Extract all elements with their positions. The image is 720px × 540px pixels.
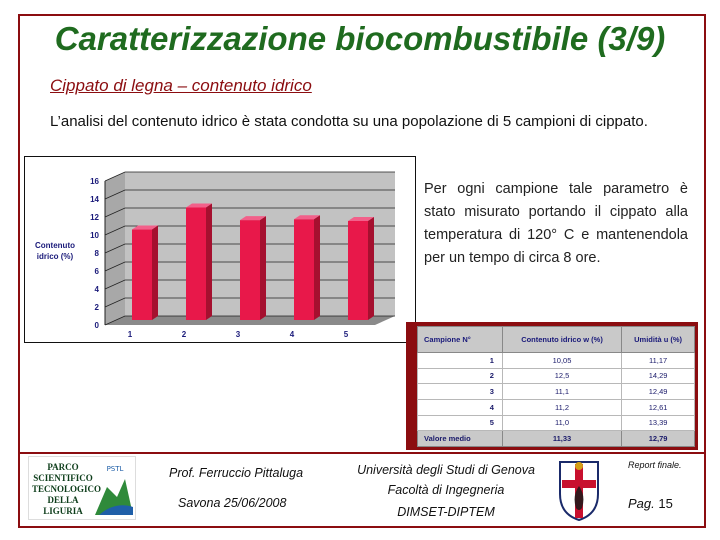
cell-humidity: 12,61: [622, 399, 695, 415]
bar-side: [152, 226, 158, 320]
cell-sample: 4: [418, 399, 503, 415]
cell-humidity: 14,29: [622, 368, 695, 384]
y-axis-title-line2: idrico (%): [36, 252, 74, 261]
results-table-frame: [406, 322, 698, 450]
moisture-chart: [24, 156, 416, 343]
faculty-name: Facoltà di Ingegneria: [387, 483, 505, 497]
header-moisture-content: Contenuto idrico w (%): [502, 327, 621, 353]
logo-text: PARCO SCIENTIFICO TECNOLOGICO DELLA LIGURIA: [32, 462, 102, 516]
results-table: [417, 326, 695, 447]
page-label: Pag.: [628, 496, 655, 511]
cell-sample: 5: [418, 415, 503, 431]
y-tick-label: 2: [94, 303, 99, 312]
cell-humidity: 11,17: [622, 353, 695, 369]
cell-moisture-content: 10,05: [502, 353, 621, 369]
bar: [186, 208, 206, 321]
bar-side: [314, 215, 320, 320]
place-date: Savona 25/06/2008: [178, 496, 287, 510]
cell-moisture-content: 11,0: [502, 415, 621, 431]
y-tick-label: 0: [94, 321, 99, 330]
page-number: [628, 496, 673, 511]
cell-humidity: 12,49: [622, 384, 695, 400]
page-number-value: 15: [658, 496, 673, 511]
bar: [294, 219, 314, 320]
department-name: DIMSET-DIPTEM: [397, 505, 495, 519]
header-humidity: Umidità u (%): [622, 327, 695, 353]
table-row: [418, 399, 695, 415]
bar-side: [260, 216, 266, 320]
bar-side: [368, 217, 374, 320]
x-tick-label: 5: [343, 330, 349, 339]
x-tick-label: 4: [289, 330, 295, 339]
x-tick-label: 1: [127, 330, 133, 339]
logo-mark: [29, 457, 137, 521]
cell-mean-humidity: 12,79: [622, 431, 695, 447]
y-axis-title: Contenuto: [35, 241, 75, 250]
university-crest-icon: [556, 456, 602, 522]
y-tick-label: 8: [94, 249, 99, 258]
pstl-logo: [28, 456, 136, 520]
y-tick-label: 4: [94, 285, 99, 294]
y-tick-label: 14: [90, 195, 99, 204]
table-row: [418, 353, 695, 369]
table-row: [418, 368, 695, 384]
table-row: [418, 415, 695, 431]
header-sample: Campione N°: [418, 327, 503, 353]
cell-humidity: 13,39: [622, 415, 695, 431]
cell-sample: 3: [418, 384, 503, 400]
y-tick-label: 12: [90, 213, 99, 222]
intro-paragraph: L’analisi del contenuto idrico è stata condotta su una popolazione di 5 campioni di cippato.: [50, 113, 648, 130]
slide-title: Caratterizzazione biocombustibile (3/9): [54, 20, 666, 57]
x-tick-label: 3: [235, 330, 241, 339]
bar: [132, 230, 152, 320]
bar: [240, 220, 260, 320]
bar: [348, 221, 368, 320]
results-table-inner: [417, 326, 695, 447]
section-subtitle: Cippato di legna – contenuto idrico: [50, 76, 312, 95]
y-tick-label: 10: [90, 231, 99, 240]
y-tick-label: 6: [94, 267, 99, 276]
cell-moisture-content: 11,1: [502, 384, 621, 400]
logo-badge: PSTL: [106, 465, 124, 473]
method-paragraph: Per ogni campione tale parametro è stato misurato portando il cippato alla temperatura di 120° C e mantenendola per un tempo di circa 8 ore.: [424, 181, 688, 266]
y-tick-label: 16: [90, 177, 99, 186]
author-name: Prof. Ferruccio Pittaluga: [169, 466, 304, 480]
bar-side: [206, 204, 212, 321]
report-label: Report finale.: [628, 460, 682, 470]
cell-moisture-content: 12,5: [502, 368, 621, 384]
chart-canvas: [25, 157, 415, 342]
cell-mean-label: Valore medio: [418, 431, 503, 447]
footer-divider: [18, 452, 706, 454]
table-row: [418, 384, 695, 400]
cell-sample: 2: [418, 368, 503, 384]
table-header-row: [418, 327, 695, 353]
university-name: Università degli Studi di Genova: [357, 463, 535, 477]
cell-sample: 1: [418, 353, 503, 369]
cell-mean-moisture: 11,33: [502, 431, 621, 447]
table-mean-row: [418, 431, 695, 447]
cell-moisture-content: 11,2: [502, 399, 621, 415]
x-tick-label: 2: [181, 330, 187, 339]
